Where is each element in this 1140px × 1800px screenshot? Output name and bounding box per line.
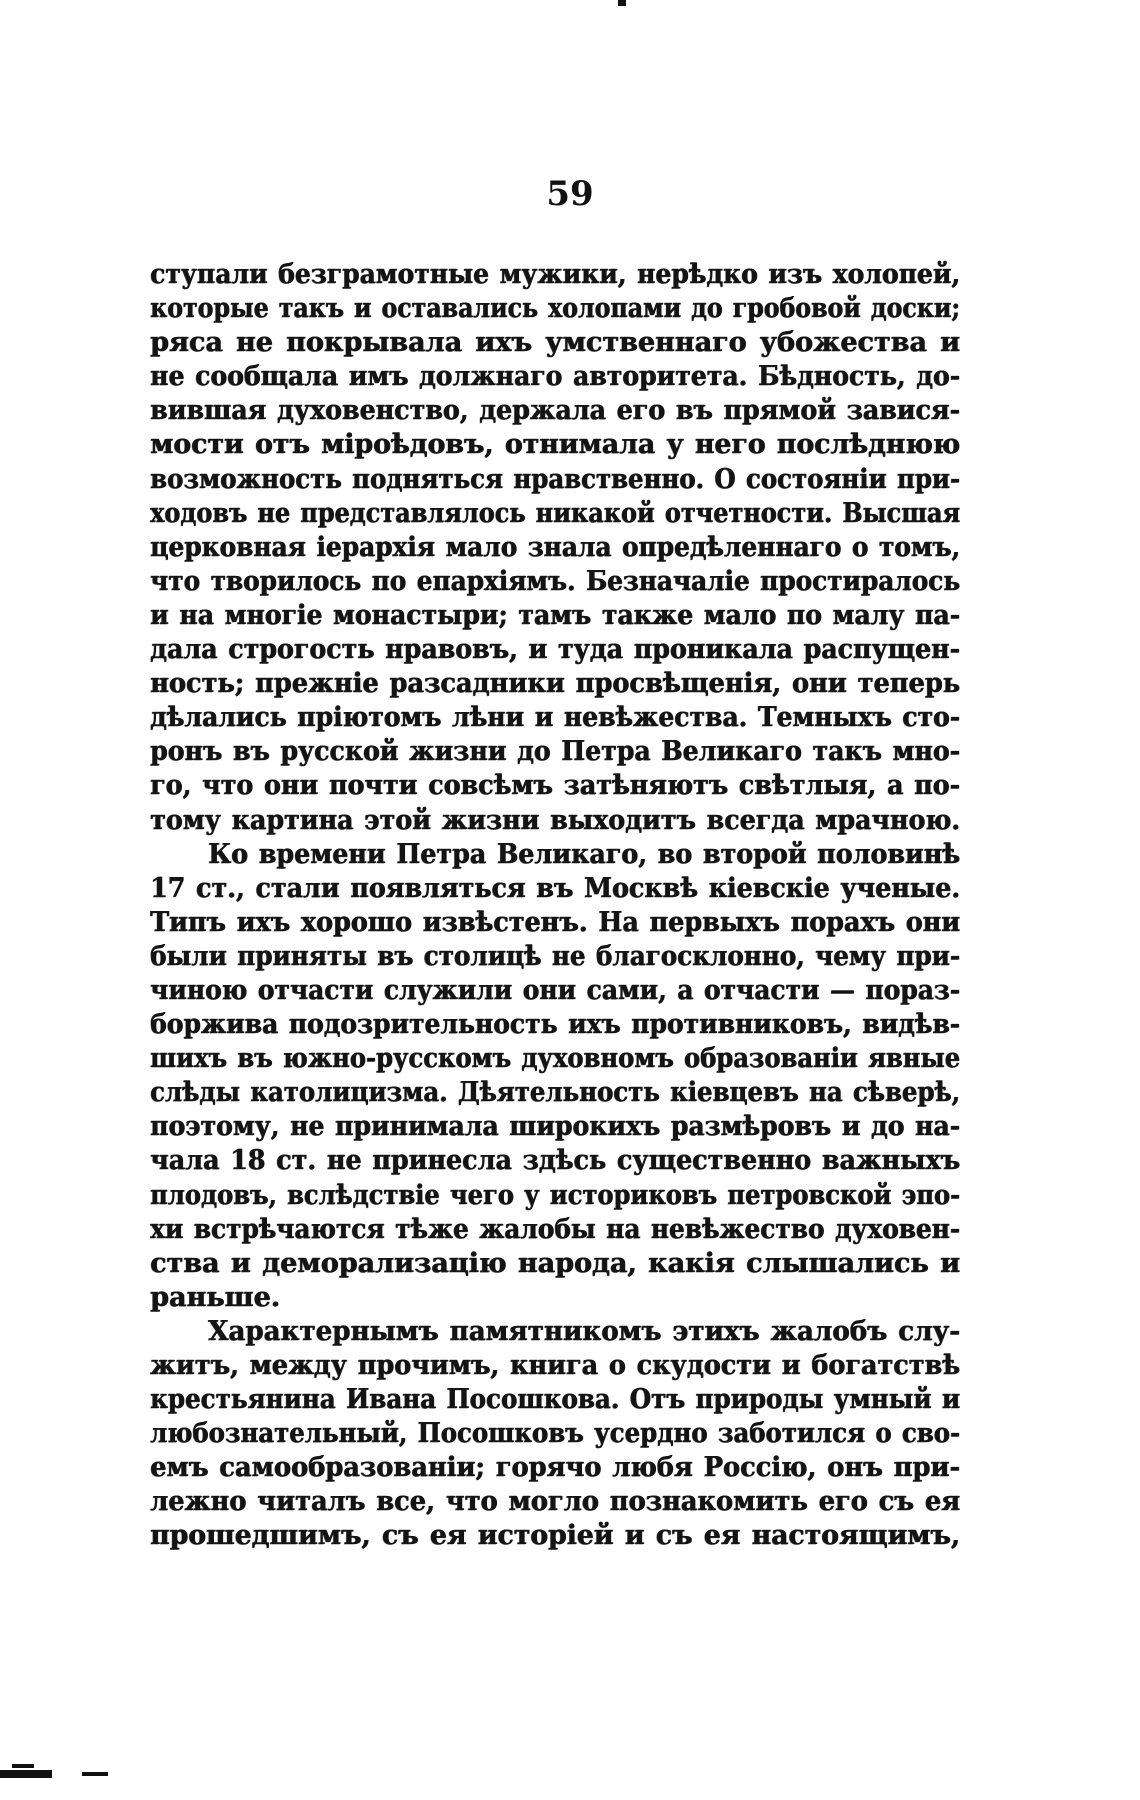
body-text	[150, 258, 960, 1554]
text-line: прошедшимъ, съ ея исторіей и съ ея настоящимъ,	[150, 1520, 960, 1552]
text-line: боржива подозрительность ихъ противниковъ, видѣв-	[150, 1009, 960, 1041]
text-line: го, что они почти совсѣмъ затѣняютъ свѣтлыя, а по-	[150, 770, 960, 802]
text-line: плодовъ, вслѣдствіе чего у историковъ петровской эпо-	[150, 1179, 960, 1211]
text-line: Характернымъ памятникомъ этихъ жалобъ слу-	[208, 1315, 960, 1347]
text-line: поэтому, не принимала широкихъ размѣровъ и до на-	[150, 1111, 960, 1143]
text-line: которые такъ и оставались холопами до гробовой доски;	[150, 293, 960, 325]
text-line: тому картина этой жизни выходитъ всегда мрачною.	[150, 804, 960, 836]
scan-artifact-mark	[618, 0, 626, 6]
text-line: любознательный, Посошковъ усердно заботился о сво-	[150, 1418, 960, 1450]
scan-artifact-bar	[12, 1764, 34, 1768]
text-line: 17 ст., стали появляться въ Москвѣ кіевскіе ученые.	[150, 872, 960, 904]
text-line: ходовъ не представлялось никакой отчетности. Высшая	[150, 497, 960, 529]
text-line: Типъ ихъ хорошо извѣстенъ. На первыхъ порахъ они	[150, 906, 960, 938]
text-line: чиною отчасти служили они сами, а отчасти — пораз-	[150, 974, 960, 1006]
text-line: ронъ въ русской жизни до Петра Великаго такъ мно-	[150, 736, 960, 768]
text-line: чала 18 ст. не принесла здѣсь существенно важныхъ	[150, 1145, 960, 1177]
text-line: мости отъ міроѣдовъ, отнимала у него послѣднюю	[150, 429, 960, 461]
text-line: Ко времени Петра Великаго, во второй половинѣ	[208, 838, 960, 870]
text-line: вившая духовенство, держала его въ прямой завися-	[150, 395, 960, 427]
text-line: были приняты въ столицѣ не благосклонно, чему при-	[150, 940, 960, 972]
scan-artifact-bar	[0, 1770, 52, 1778]
text-line: дала строгость нравовъ, и туда проникала распущен-	[150, 634, 960, 666]
text-line: и на многіе монастыри; тамъ также мало по малу па-	[150, 599, 960, 631]
text-line: ства и деморализацію народа, какія слышались и	[150, 1247, 960, 1279]
text-line: житъ, между прочимъ, книга о скудости и богатствѣ	[150, 1350, 960, 1381]
text-line: лежно читалъ все, что могло познакомить его съ ея	[150, 1486, 960, 1518]
text-line: емъ самообразованіи; горячо любя Россію, онъ при-	[150, 1452, 960, 1484]
page-number: 59	[546, 174, 594, 214]
text-line: что творилось по епархіямъ. Безначаліе простиралось	[150, 565, 960, 597]
text-line: крестьянина Ивана Посошкова. Отъ природы умный и	[150, 1384, 960, 1416]
text-line: возможность подняться нравственно. О состояніи при-	[150, 463, 960, 495]
text-line: ряса не покрывала ихъ умственнаго убожества и	[150, 327, 960, 359]
text-line: хи встрѣчаются тѣже жалобы на невѣжество духовен-	[150, 1213, 960, 1245]
text-line: слѣды католицизма. Дѣятельность кіевцевъ на сѣверѣ,	[150, 1077, 960, 1109]
text-line: шихъ въ южно-русскомъ духовномъ образованіи явные	[150, 1043, 960, 1075]
text-line: церковная іерархія мало знала опредѣленнаго о томъ,	[150, 531, 960, 563]
text-line: ность; прежніе разсадники просвѣщенія, они теперь	[150, 668, 960, 700]
text-line: дѣлались пріютомъ лѣни и невѣжества. Темныхъ сто-	[150, 702, 960, 734]
scan-artifact-bottom	[0, 1758, 200, 1778]
text-line: не сообщала имъ должнаго авторитета. Бѣдность, до-	[150, 361, 960, 393]
text-line: ступали безграмотные мужики, нерѣдко изъ холопей,	[150, 259, 960, 290]
scan-artifact-bar	[82, 1772, 108, 1776]
text-line: раньше.	[150, 1281, 281, 1313]
